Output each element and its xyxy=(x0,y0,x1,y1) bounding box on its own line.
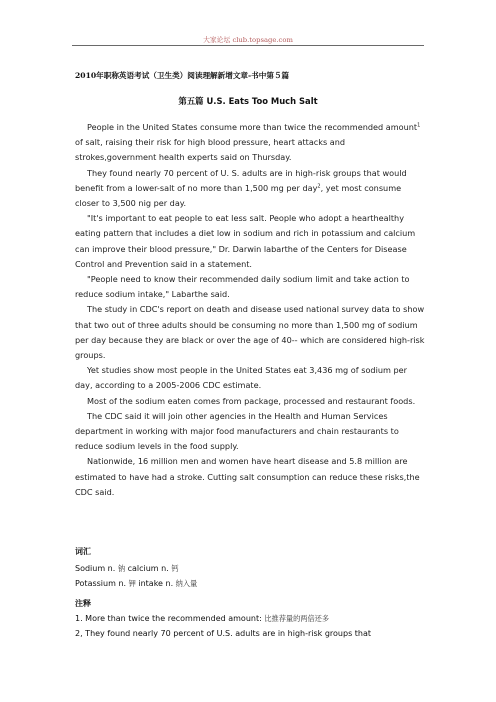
notes-section xyxy=(75,598,425,641)
article-title: 第五篇 U.S. Eats Too Much Salt xyxy=(178,96,318,106)
vocab-line: Sodium n. 钠 calcium n. 钙 xyxy=(75,564,179,573)
note-item: 1. More than twice the recommended amount: 比推荐量的两倍还多 xyxy=(75,614,330,623)
notes-heading: 注释 xyxy=(75,598,91,608)
footnote-ref: 1 xyxy=(417,122,421,129)
paragraph: They found nearly 70 percent of U. S. adults are in high-risk groups that would benefit from a lower-salt of no more than 1,500 mg per day$^2$, yet most consume closer to 3,500 nig per day. xyxy=(75,167,407,209)
note-item: 2, They found nearly 70 percent of U.S. adults are in high-risk groups that xyxy=(75,629,372,638)
paragraph: Most of the sodium eaten comes from package, processed and restaurant foods. xyxy=(87,395,416,406)
paragraph: The study in CDC's report on death and disease used national survey data to show that two out of three adults should be consuming no more than 1,500 mg of sodium per day because they are black or over the age of 40-- which are considered high-risk groups. xyxy=(75,304,425,361)
paragraph: "People need to know their recommended daily sodium limit and take action to reduce sodium intake," Labarthe said. xyxy=(75,274,410,300)
paragraph: Nationwide, 16 million men and women have heart disease and 5.8 million are estimated to have had a stroke. Cutting salt consumption can reduce these risks,the CDC said. xyxy=(75,456,420,497)
paragraph: People in the United States consume more than twice the recommended amount$^1$ of salt, raising their risk for high blood pressure, heart attacks and strokes,government health experts said on Thursday. xyxy=(75,122,421,163)
vocabulary-heading: 词汇 xyxy=(75,546,91,556)
vocabulary-section xyxy=(75,546,425,591)
paragraph: The CDC said it will join other agencies in the Health and Human Services department in working with major food manufacturers and chain restaurants to reduce sodium levels in the food supply. xyxy=(75,410,399,452)
document-title: 2010年职称英语考试（卫生类）阅读理解新增文章-书中第５篇 xyxy=(75,71,290,80)
paragraph: "It's important to eat people to eat less salt. People who adopt a hearthealthy eating pattern that includes a diet low in sodium and rich in potassium and calcium can improve their blood pressure," Dr. Darwin labarthe of the Centers for Disease Control and Prevention said in a statement. xyxy=(75,213,416,269)
paragraph: Yet studies show most people in the United States eat 3,436 mg of sodium per day, according to a 2005-2006 CDC estimate. xyxy=(75,365,407,391)
header-rule xyxy=(72,45,424,46)
vocab-line: Potassium n. 钾 intake n. 纳入量 xyxy=(75,579,198,588)
page-header: 大家论坛 club.topsage.com xyxy=(203,36,293,44)
article-body xyxy=(75,120,425,500)
footnote-ref: 2 xyxy=(317,183,321,190)
